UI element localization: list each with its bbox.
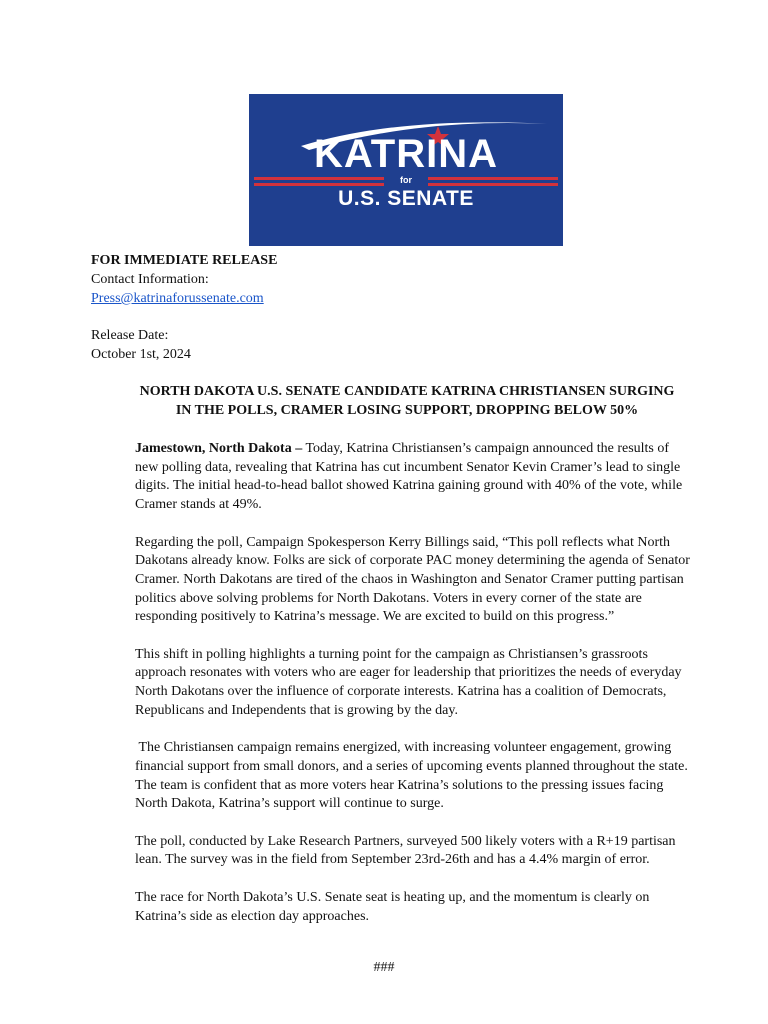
logo-subtitle: U.S. SENATE (338, 187, 474, 210)
logo-name: KATRINA (313, 132, 498, 176)
paragraph-3: This shift in polling highlights a turning point for the campaign as Christiansen’s grassroots approach resonates with voters who are eager for leadership that prioritizes the needs of everyday North Dakotans over the influence of corporate interests. Katrina has a coalition of Democrats, Republicans and Independents that is growing by the day. (135, 646, 682, 718)
paragraph-4: The Christiansen campaign remains energized, with increasing volunteer engagement, growing financial support from small donors, and a series of upcoming events planned throughout the state. The team is confident that as more voters hear Katrina’s solutions to the pressing issues facing North Dakota, Katrina’s support will continue to surge. (135, 740, 692, 812)
paragraph-1-text: Today, Katrina Christiansen’s campaign announced the results of new polling data, revealing that Katrina has cut incumbent Senator Kevin Cramer’s lead to single digits. The initial head-to-head ballot showed Katrina gaining ground with 40% of the vote, while Cramer stands at 49%. (135, 441, 683, 513)
release-date-label: Release Date: (91, 328, 169, 343)
release-date: October 1st, 2024 (91, 347, 191, 362)
headline-line-1: NORTH DAKOTA U.S. SENATE CANDIDATE KATRINA CHRISTIANSEN SURGING (139, 384, 675, 399)
release-header (91, 251, 277, 308)
paragraph-2: Regarding the poll, Campaign Spokesperson Kerry Billings said, “This poll reflects what North Dakotans already know. Folks are sick of corporate PAC money determining the agenda of Senator Cramer. North Dakotans are tired of the chaos in Washington and Senator Cramer putting partisan politics above solving problems for North Dakotans. Voters in every corner of the state are responding positively to Katrina’s message. We are excited to build on this progress.” (135, 534, 690, 625)
paragraph-1 (135, 440, 695, 515)
headline (120, 382, 694, 420)
dateline: Jamestown, North Dakota – (135, 441, 303, 456)
campaign-logo (249, 94, 563, 246)
headline-line-2: IN THE POLLS, CRAMER LOSING SUPPORT, DROPPING BELOW 50% (175, 403, 639, 418)
paragraph-5: The poll, conducted by Lake Research Partners, surveyed 500 likely voters with a R+19 partisan lean. The survey was in the field from September 23rd-26th and has a 4.4% margin of error. (135, 833, 676, 868)
contact-label: Contact Information: (91, 272, 209, 287)
release-date-block (91, 326, 191, 364)
paragraph-6: The race for North Dakota’s U.S. Senate seat is heating up, and the momentum is clearly on Katrina’s side as election day approaches. (135, 889, 650, 924)
contact-email-link[interactable]: Press@katrinaforussenate.com (91, 291, 264, 306)
logo-for: for (400, 175, 412, 185)
press-release-body (135, 440, 695, 945)
release-label: FOR IMMEDIATE RELEASE (91, 253, 278, 268)
end-mark: ### (373, 960, 395, 975)
